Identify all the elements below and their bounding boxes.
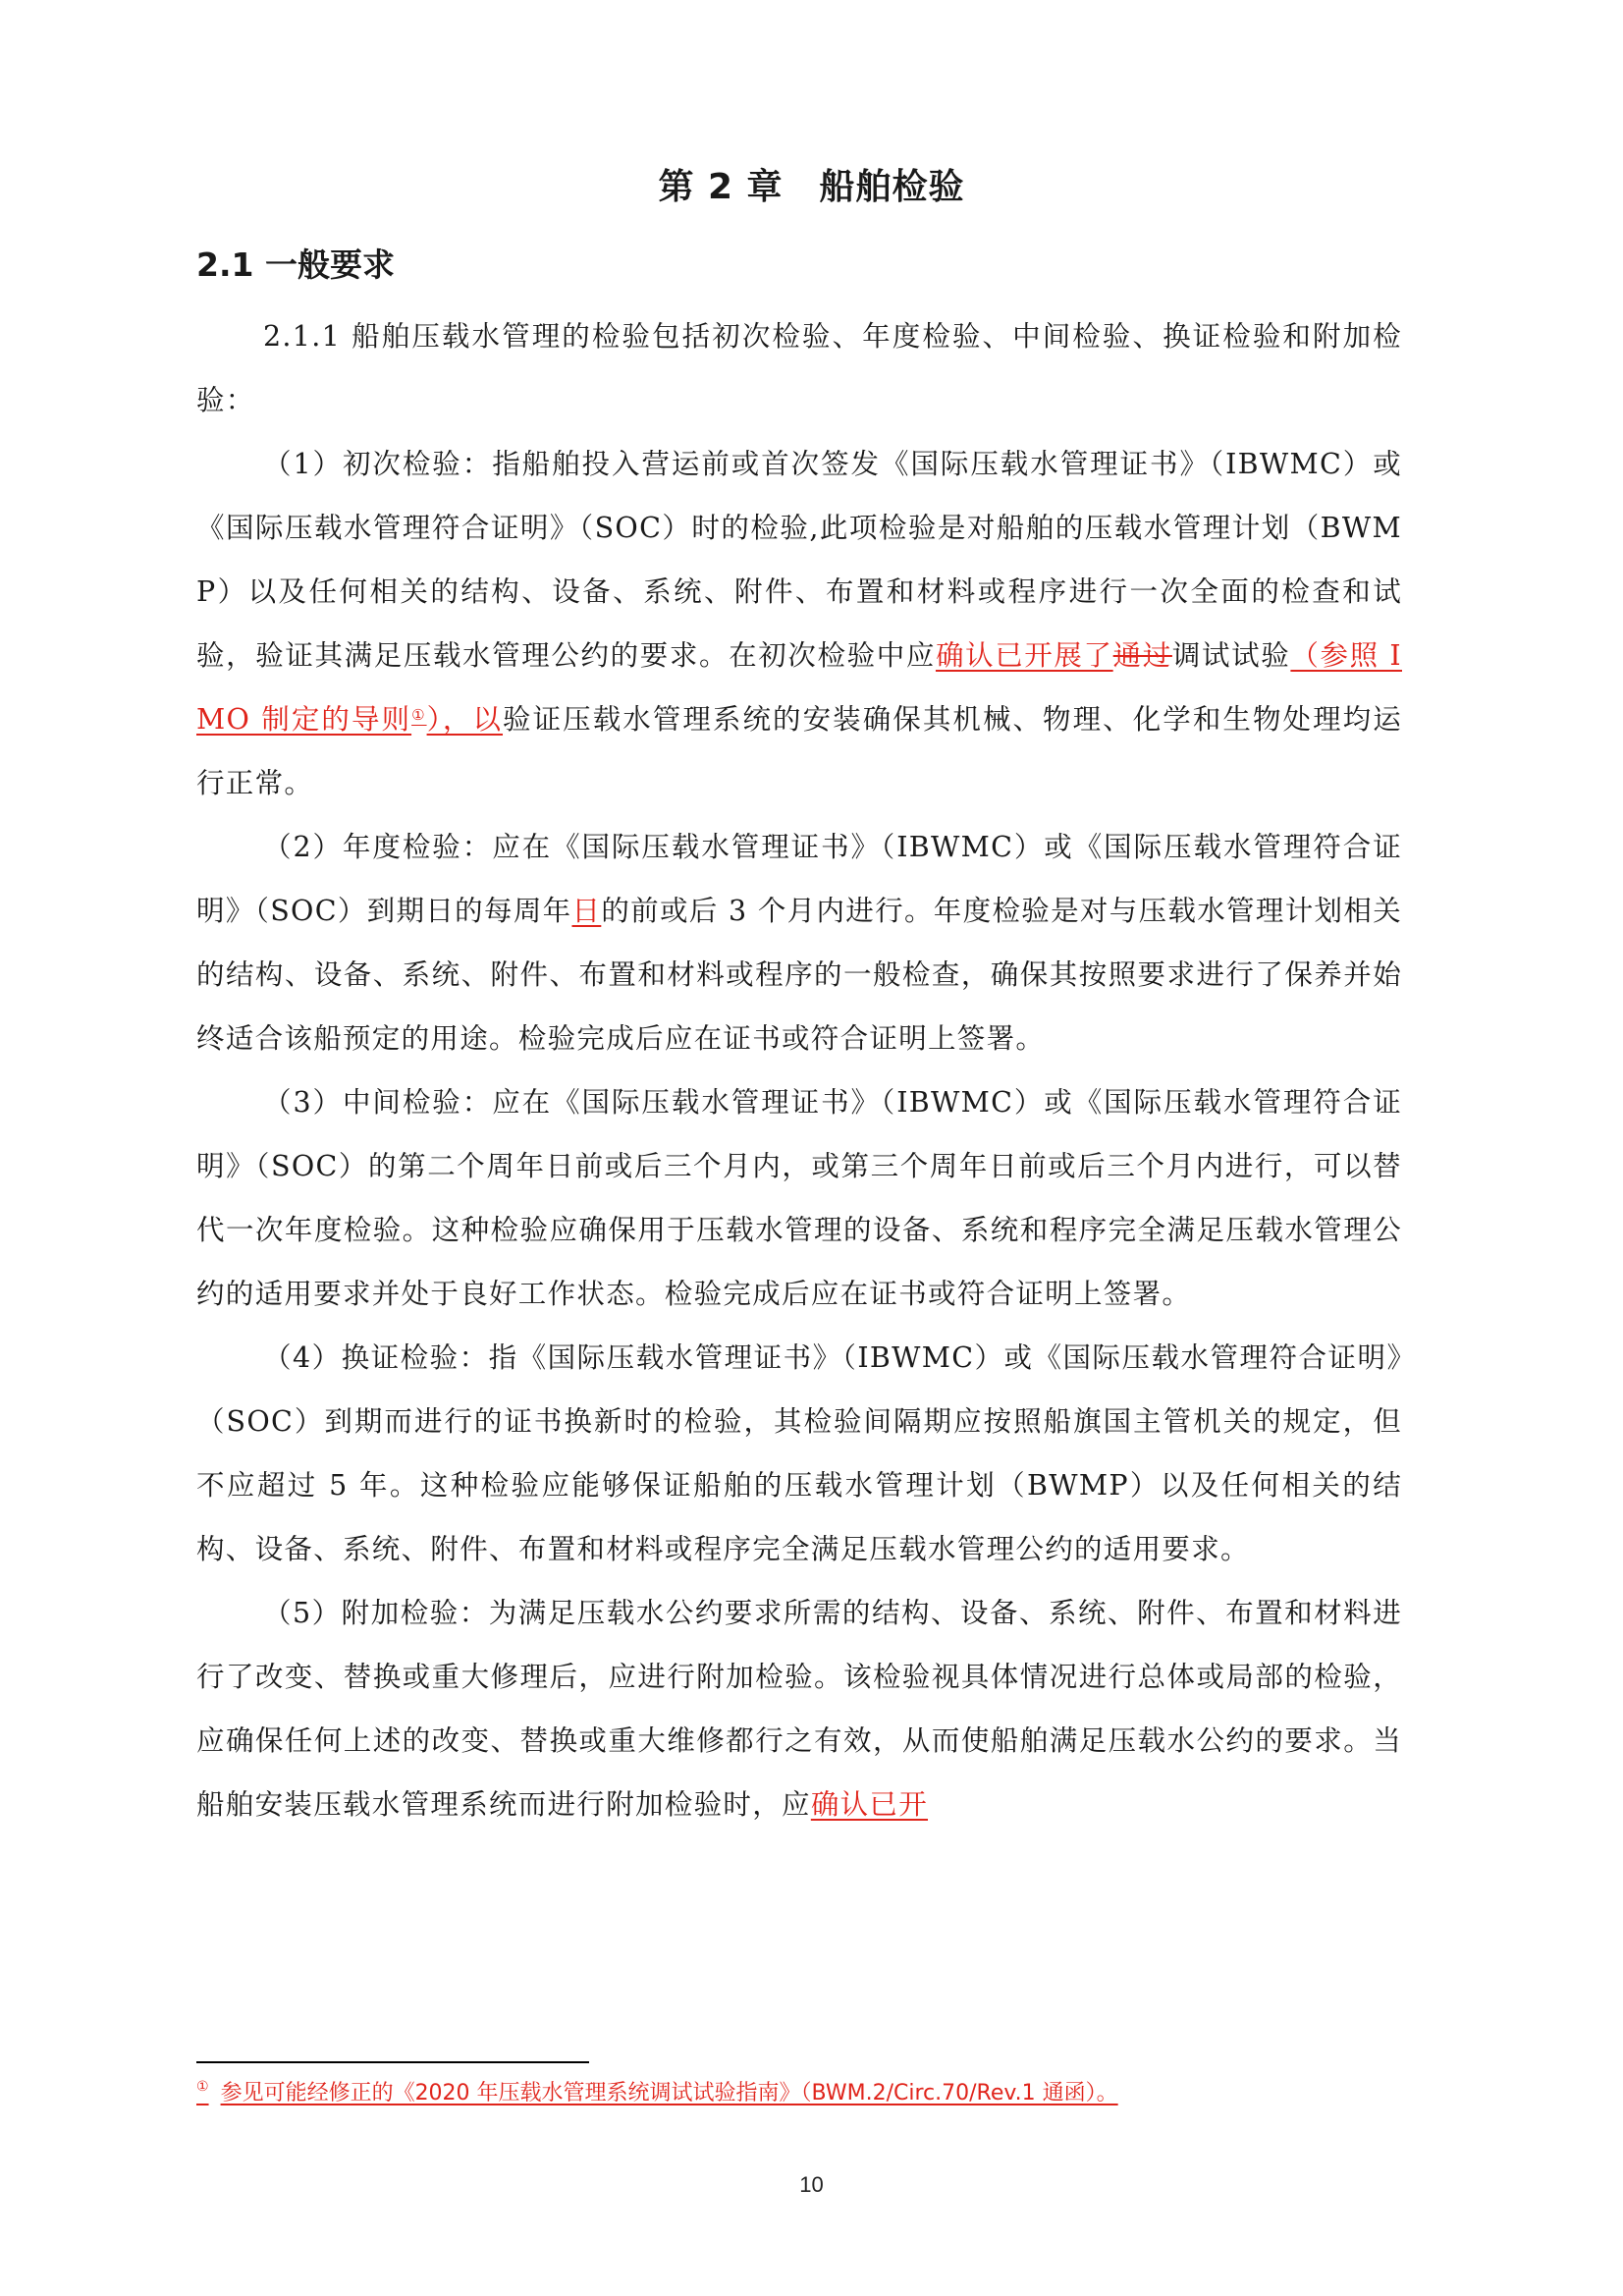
paragraph-additional-survey [196, 1581, 1402, 1836]
paragraph-intermediate-survey: （3）中间检验：应在《国际压载水管理证书》（IBWMC）或《国际压载水管理符合证明》（SOC）的第二个周年日前或后三个月内，或第三个周年日前或后三个月内进行，可以替代一次年度检验。这种检验应确保用于压载水管理的设备、系统和程序完全满足压载水管理公约的适用要求并处于良好工作状态。检验完成后应在证书或符合证明上签署。 [196, 1086, 1402, 1310]
page-number: 10 [799, 2172, 824, 2197]
deleted-text: 通过 [1112, 639, 1172, 672]
inserted-text: 确认已开 [810, 1788, 929, 1821]
footnote-separator [196, 2061, 589, 2063]
paragraph-2-1-1: 2.1.1 船舶压载水管理的检验包括初次检验、年度检验、中间检验、换证检验和附加检验： [196, 320, 1402, 416]
footnote-text: 参见可能经修正的《2020 年压载水管理系统调试试验指南》（BWM.2/Circ.70/Rev.1 通函）。 [220, 2081, 1118, 2105]
paragraph-annual-survey [196, 815, 1402, 1070]
footnote-mark: ① [196, 2079, 209, 2095]
text-run: （5）附加检验：为满足压载水公约要求所需的结构、设备、系统、附件、布置和材料进行了改变、替换或重大修理后，应进行附加检验。该检验视具体情况进行总体或局部的检验，应确保任何上述的改变、替换或重大维修都行之有效，从而使船舶满足压载水公约的要求。当船舶安装压载水管理系统而进行附加检验时，应 [196, 1597, 1402, 1821]
footnote-reference[interactable]: ① [411, 706, 427, 724]
footnote [196, 2076, 1118, 2106]
text-run: 调试试验 [1171, 639, 1291, 672]
paragraph-renewal-survey: （4）换证检验：指《国际压载水管理证书》（IBWMC）或《国际压载水管理符合证明》（SOC）到期而进行的证书换新时的检验，其检验间隔期应按照船旗国主管机关的规定，但不应超过 5 年。这种检验应能够保证船舶的压载水管理计划（BWMP）以及任何相关的结构、设备、系统、附件、布置和材料或程序完全满足压载水管理公约的适用要求。 [196, 1341, 1402, 1565]
text-run: 的前或后 3 个月内进行。年度检验是对与压载水管理计划相关的结构、设备、系统、附件、布置和材料或程序的一般检查，确保其按照要求进行了保养并始终适合该船预定的用途。检验完成后应在证书或符合证明上签署。 [196, 895, 1402, 1055]
text-run: （1）初次检验：指船舶投入营运前或首次签发《国际压载水管理证书》（IBWMC）或《国际压载水管理符合证明》（SOC）时的检验,此项检验是对船舶的压载水管理计划（BWMP）以及任何相关的结构、设备、系统、附件、布置和材料或程序进行一次全面的检查和试验，验证其满足压载水管理公约的要求。在初次检验中应 [196, 448, 1402, 672]
section-heading: 2.1 一般要求 [196, 246, 395, 284]
text-run: 验证压载水管理系统的安装确保其机械、物理、化学和生物处理均运行正常。 [196, 703, 1402, 799]
inserted-text: ），以 [426, 703, 504, 736]
inserted-text: （参照 IMO 制定的导则 [196, 639, 1402, 736]
paragraph-initial-survey [196, 432, 1402, 815]
chapter-title: 第 2 章 船舶检验 [658, 167, 965, 207]
text-run: （2）年度检验：应在《国际压载水管理证书》（IBWMC）或《国际压载水管理符合证明》（SOC）到期日的每周年 [196, 831, 1402, 927]
inserted-text: 确认已开展了 [935, 639, 1113, 672]
body-text [196, 304, 1402, 1836]
inserted-text: 日 [571, 895, 602, 927]
